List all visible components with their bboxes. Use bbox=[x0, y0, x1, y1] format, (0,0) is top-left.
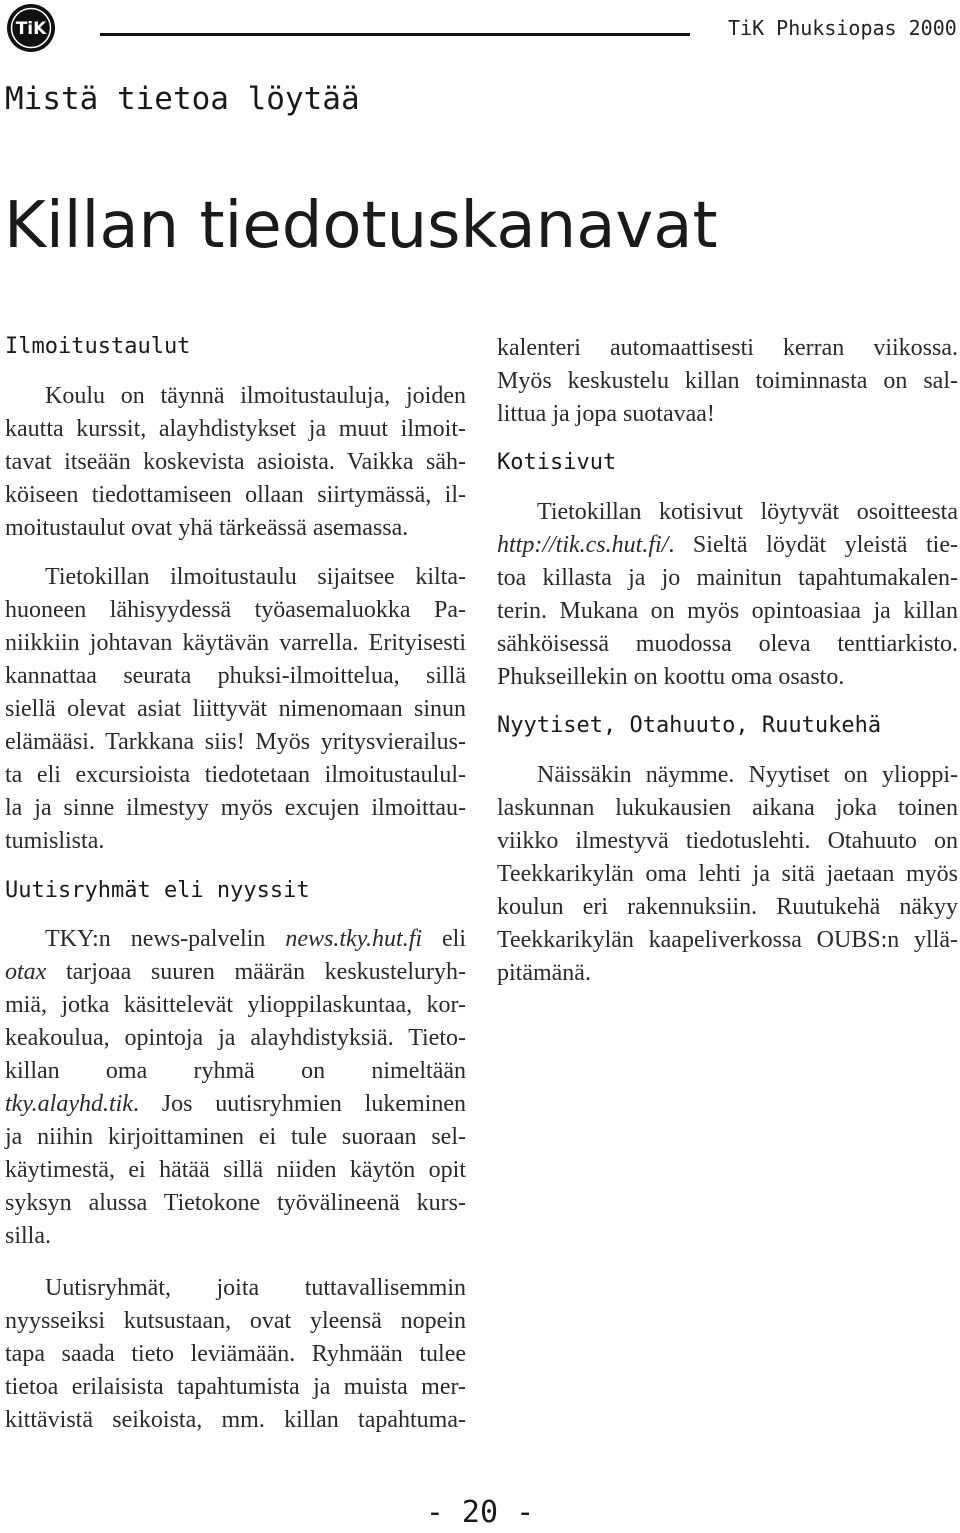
text-line bbox=[5, 693, 466, 726]
italic-text: tky.alayhd.tik bbox=[5, 1091, 133, 1117]
text-run: Myös keskustelu killan toiminnasta on sal- bbox=[497, 368, 958, 394]
text-run: Tietokillan ilmoitustaulu sijaitsee kilta- bbox=[45, 564, 466, 590]
text-line bbox=[5, 446, 466, 479]
text-run: kittävistä seikoista, mm. killan tapahtuma- bbox=[5, 1407, 466, 1433]
text-run: Teekkarikylän kaapeliverkossa OUBS:n yllä- bbox=[497, 927, 958, 953]
text-line bbox=[497, 628, 958, 661]
paragraph bbox=[5, 923, 466, 1253]
text-line bbox=[497, 891, 958, 924]
text-line bbox=[5, 1371, 466, 1404]
text-run: laskunnan lukukausien aikana joka toinen bbox=[497, 795, 958, 821]
text-run: sähköisessä muodossa oleva tenttiarkisto. bbox=[497, 631, 958, 657]
text-line bbox=[497, 759, 958, 792]
text-line bbox=[5, 512, 466, 545]
text-line bbox=[5, 561, 466, 594]
text-run: pitämänä. bbox=[497, 960, 591, 986]
text-run: kannattaa seurata phuksi-ilmoittelua, sillä bbox=[5, 663, 466, 689]
text-line bbox=[5, 923, 466, 956]
text-line bbox=[497, 562, 958, 595]
text-run: keakoulua, opintoja ja alayhdistyksiä. Tieto- bbox=[5, 1025, 466, 1051]
text-run: miä, jotka käsittelevät ylioppilaskuntaa, kor- bbox=[5, 992, 466, 1018]
text-line bbox=[5, 1187, 466, 1220]
italic-text: otax bbox=[5, 959, 47, 985]
text-run: Phukseillekin on koottu oma osasto. bbox=[497, 664, 845, 690]
text-run: la ja sinne ilmestyy myös excujen ilmoittau- bbox=[5, 795, 466, 821]
text-run: viikko ilmestyvä tiedotuslehti. Otahuuto on bbox=[497, 828, 958, 854]
text-line bbox=[5, 660, 466, 693]
text-line bbox=[497, 858, 958, 891]
text-run: Tietokillan kotisivut löytyvät osoitteesta bbox=[537, 499, 958, 525]
text-line bbox=[5, 989, 466, 1022]
text-run: tietoa erilaisista tapahtumista ja muista mer- bbox=[5, 1374, 466, 1400]
text-run: siellä olevat asiat liittyvät nimenomaan sinun bbox=[5, 696, 466, 722]
paragraph bbox=[497, 759, 958, 990]
article-title: Killan tiedotuskanavat bbox=[4, 189, 718, 263]
text-run: Näissäkin näymme. Nyytiset on ylioppi- bbox=[537, 762, 958, 788]
text-line bbox=[5, 1121, 466, 1154]
text-run: silla. bbox=[5, 1223, 51, 1249]
text-run: huoneen lähisyydessä työasemaluokka Pa- bbox=[5, 597, 466, 623]
text-run: killan oma ryhmä on nimeltään bbox=[5, 1058, 466, 1084]
text-line bbox=[5, 1055, 466, 1088]
italic-text: news.tky.hut.fi bbox=[285, 926, 423, 952]
text-run: eli bbox=[422, 926, 466, 952]
text-line bbox=[497, 595, 958, 628]
text-run: terin. Mukana on myös opintoasiaa ja killan bbox=[497, 598, 958, 624]
text-line bbox=[5, 1305, 466, 1338]
text-line bbox=[5, 1338, 466, 1371]
text-line bbox=[5, 380, 466, 413]
text-run: Uutisryhmät, joita tuttavallisemmin bbox=[45, 1275, 466, 1301]
text-line bbox=[5, 726, 466, 759]
section-heading: Nyytiset, Otahuuto, Ruutukehä bbox=[497, 713, 882, 738]
text-run: tumislista. bbox=[5, 828, 105, 854]
text-line bbox=[497, 792, 958, 825]
text-run: tavat itseään koskevista asioista. Vaikka säh- bbox=[5, 449, 466, 475]
text-run: toa killasta ja jo mainitun tapahtumakalen- bbox=[497, 565, 958, 591]
paragraph-continued bbox=[497, 332, 958, 431]
logo-lettering: TiK bbox=[15, 19, 47, 39]
section-title: Mistä tietoa löytää bbox=[5, 81, 360, 117]
paragraph bbox=[5, 1272, 466, 1437]
left-column bbox=[5, 0, 466, 1533]
text-line bbox=[5, 594, 466, 627]
text-run: . Jos uutisryhmien lukeminen bbox=[132, 1091, 466, 1117]
running-title: TiK Phuksiopas 2000 bbox=[728, 16, 957, 40]
section-heading: Uutisryhmät eli nyyssit bbox=[5, 878, 310, 903]
text-line bbox=[497, 957, 958, 990]
text-line bbox=[497, 661, 958, 694]
text-line bbox=[5, 627, 466, 660]
text-line bbox=[5, 792, 466, 825]
text-run: köiseen tiedottamiseen ollaan siirtymässä, il- bbox=[5, 482, 466, 508]
text-run: käytimestä, ei hätää sillä niiden käytön opit bbox=[5, 1157, 466, 1183]
text-line bbox=[497, 365, 958, 398]
text-line bbox=[497, 398, 958, 431]
text-run: Koulu on täynnä ilmoitustauluja, joiden bbox=[45, 383, 466, 409]
text-line bbox=[5, 956, 466, 989]
right-column bbox=[497, 0, 958, 1533]
text-line bbox=[497, 924, 958, 957]
text-line bbox=[5, 1220, 466, 1253]
text-line bbox=[5, 413, 466, 446]
text-run: nyysseiksi kutsustaan, ovat yleensä nopein bbox=[5, 1308, 466, 1334]
text-line bbox=[497, 332, 958, 365]
section-heading: Ilmoitustaulut bbox=[5, 334, 191, 359]
text-run: tapa saada tieto leviämään. Ryhmään tulee bbox=[5, 1341, 466, 1367]
text-line bbox=[5, 1088, 466, 1121]
text-run: tarjoaa suuren määrän keskusteluryh- bbox=[46, 959, 466, 985]
text-run: koulun eri rakennuksiin. Ruutukehä näkyy bbox=[497, 894, 958, 920]
text-run: kalenteri automaattisesti kerran viikossa. bbox=[497, 335, 958, 361]
text-run: niikkiin johtavan käytävän varrella. Erityisesti bbox=[5, 630, 466, 656]
text-run: moitustaulut ovat yhä tärkeässä asemassa. bbox=[5, 515, 409, 541]
text-line bbox=[5, 1272, 466, 1305]
text-line bbox=[497, 496, 958, 529]
text-line bbox=[497, 825, 958, 858]
text-line bbox=[5, 1022, 466, 1055]
text-run: elämääsi. Tarkkana siis! Myös yritysvierailus- bbox=[5, 729, 466, 755]
text-line bbox=[497, 529, 958, 562]
text-run: littua ja jopa suotavaa! bbox=[497, 401, 715, 427]
text-line bbox=[5, 825, 466, 858]
text-run: . Sieltä löydät yleistä tie- bbox=[668, 532, 958, 558]
page-number: - 20 - bbox=[425, 1495, 535, 1530]
paragraph bbox=[5, 561, 466, 858]
paragraph bbox=[5, 380, 466, 545]
text-run: ja niihin kirjoittaminen ei tule suoraan sel- bbox=[5, 1124, 466, 1150]
text-run: kautta kurssit, alayhdistykset ja muut ilmoit- bbox=[5, 416, 466, 442]
text-run: TKY:n news-palvelin bbox=[45, 926, 286, 952]
text-line bbox=[5, 759, 466, 792]
italic-text: http://tik.cs.hut.fi/ bbox=[497, 532, 669, 558]
text-line bbox=[5, 479, 466, 512]
paragraph bbox=[497, 496, 958, 694]
text-run: syksyn alussa Tietokone työvälineenä kurs- bbox=[5, 1190, 466, 1216]
text-line bbox=[5, 1154, 466, 1187]
section-heading: Kotisivut bbox=[497, 450, 617, 475]
text-run: ta eli excursioista tiedotetaan ilmoitustaulul- bbox=[5, 762, 466, 788]
text-line bbox=[5, 1404, 466, 1437]
text-run: Teekkarikylän oma lehti ja sitä jaetaan myös bbox=[497, 861, 958, 887]
